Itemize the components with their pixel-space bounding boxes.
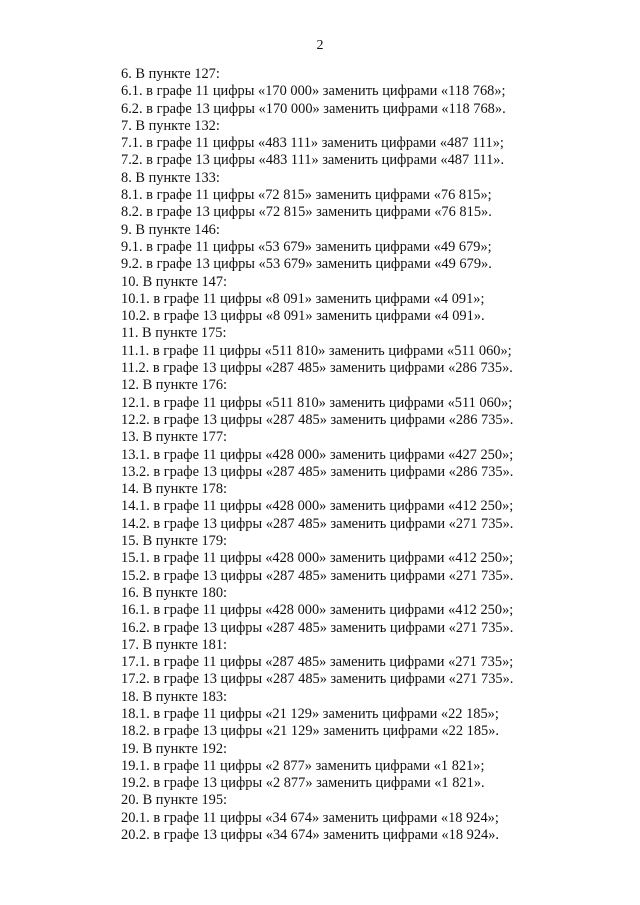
page-number: 2 <box>316 38 324 53</box>
item-heading: 20. В пункте 195: <box>121 792 228 809</box>
item-sub-1: 16.1. в графе 11 цифры «428 000» заменить цифрами «412 250»; <box>121 602 514 619</box>
item-sub-2: 18.2. в графе 13 цифры «21 129» заменить цифрами «22 185». <box>121 723 499 740</box>
item-heading: 16. В пункте 180: <box>121 584 228 601</box>
item-sub-2: 6.2. в графе 13 цифры «170 000» заменить цифрами «118 768». <box>121 100 506 117</box>
item-sub-1: 10.1. в графе 11 цифры «8 091» заменить цифрами «4 091»; <box>121 290 485 307</box>
item-sub-2: 9.2. в графе 13 цифры «53 679» заменить цифрами «49 679». <box>121 256 492 273</box>
item-heading: 12. В пункте 176: <box>121 377 228 394</box>
item-sub-1: 9.1. в графе 11 цифры «53 679» заменить цифрами «49 679»; <box>121 238 492 255</box>
item-sub-1: 19.1. в графе 11 цифры «2 877» заменить цифрами «1 821»; <box>121 757 485 774</box>
item-heading: 19. В пункте 192: <box>121 740 228 757</box>
item-sub-2: 14.2. в графе 13 цифры «287 485» заменить цифрами «271 735». <box>121 515 514 532</box>
item-sub-2: 16.2. в графе 13 цифры «287 485» заменить цифрами «271 735». <box>121 619 514 636</box>
item-sub-1: 12.1. в графе 11 цифры «511 810» заменить цифрами «511 060»; <box>121 394 513 411</box>
item-heading: 15. В пункте 179: <box>121 533 228 550</box>
item-sub-1: 6.1. в графе 11 цифры «170 000» заменить цифрами «118 768»; <box>121 83 506 100</box>
item-sub-1: 13.1. в графе 11 цифры «428 000» заменить цифрами «427 250»; <box>121 446 514 463</box>
item-sub-2: 12.2. в графе 13 цифры «287 485» заменить цифрами «286 735». <box>121 411 514 428</box>
item-heading: 11. В пункте 175: <box>121 325 227 342</box>
item-sub-1: 11.1. в графе 11 цифры «511 810» заменить цифрами «511 060»; <box>121 342 512 359</box>
item-heading: 6. В пункте 127: <box>121 66 220 82</box>
item-sub-2: 13.2. в графе 13 цифры «287 485» заменить цифрами «286 735». <box>121 463 514 480</box>
item-heading: 13. В пункте 177: <box>121 429 228 446</box>
item-sub-2: 20.2. в графе 13 цифры «34 674» заменить цифрами «18 924». <box>121 827 499 844</box>
item-heading: 10. В пункте 147: <box>121 273 228 290</box>
item-sub-2: 17.2. в графе 13 цифры «287 485» заменить цифрами «271 735». <box>121 671 514 688</box>
item-heading: 14. В пункте 178: <box>121 481 228 498</box>
item-heading: 18. В пункте 183: <box>121 688 228 705</box>
item-sub-1: 15.1. в графе 11 цифры «428 000» заменить цифрами «412 250»; <box>121 550 514 567</box>
item-sub-1: 8.1. в графе 11 цифры «72 815» заменить цифрами «76 815»; <box>121 187 492 204</box>
item-sub-1: 14.1. в графе 11 цифры «428 000» заменить цифрами «412 250»; <box>121 498 514 515</box>
item-sub-2: 10.2. в графе 13 цифры «8 091» заменить цифрами «4 091». <box>121 308 485 325</box>
item-sub-1: 17.1. в графе 11 цифры «287 485» заменить цифрами «271 735»; <box>121 654 514 671</box>
item-sub-2: 8.2. в графе 13 цифры «72 815» заменить цифрами «76 815». <box>121 204 492 221</box>
document-body <box>121 66 621 844</box>
item-heading: 8. В пункте 133: <box>121 169 220 186</box>
item-heading: 17. В пункте 181: <box>121 636 228 653</box>
item-sub-2: 7.2. в графе 13 цифры «483 111» заменить цифрами «487 111». <box>121 152 505 169</box>
item-sub-2: 19.2. в графе 13 цифры «2 877» заменить цифрами «1 821». <box>121 775 485 792</box>
item-sub-2: 11.2. в графе 13 цифры «287 485» заменить цифрами «286 735». <box>121 360 513 377</box>
item-heading: 9. В пункте 146: <box>121 221 220 238</box>
item-sub-1: 20.1. в графе 11 цифры «34 674» заменить цифрами «18 924»; <box>121 809 499 826</box>
item-sub-1: 18.1. в графе 11 цифры «21 129» заменить цифрами «22 185»; <box>121 705 499 722</box>
item-sub-2: 15.2. в графе 13 цифры «287 485» заменить цифрами «271 735». <box>121 567 514 584</box>
item-sub-1: 7.1. в графе 11 цифры «483 111» заменить цифрами «487 111»; <box>121 135 504 152</box>
item-heading: 7. В пункте 132: <box>121 117 220 134</box>
